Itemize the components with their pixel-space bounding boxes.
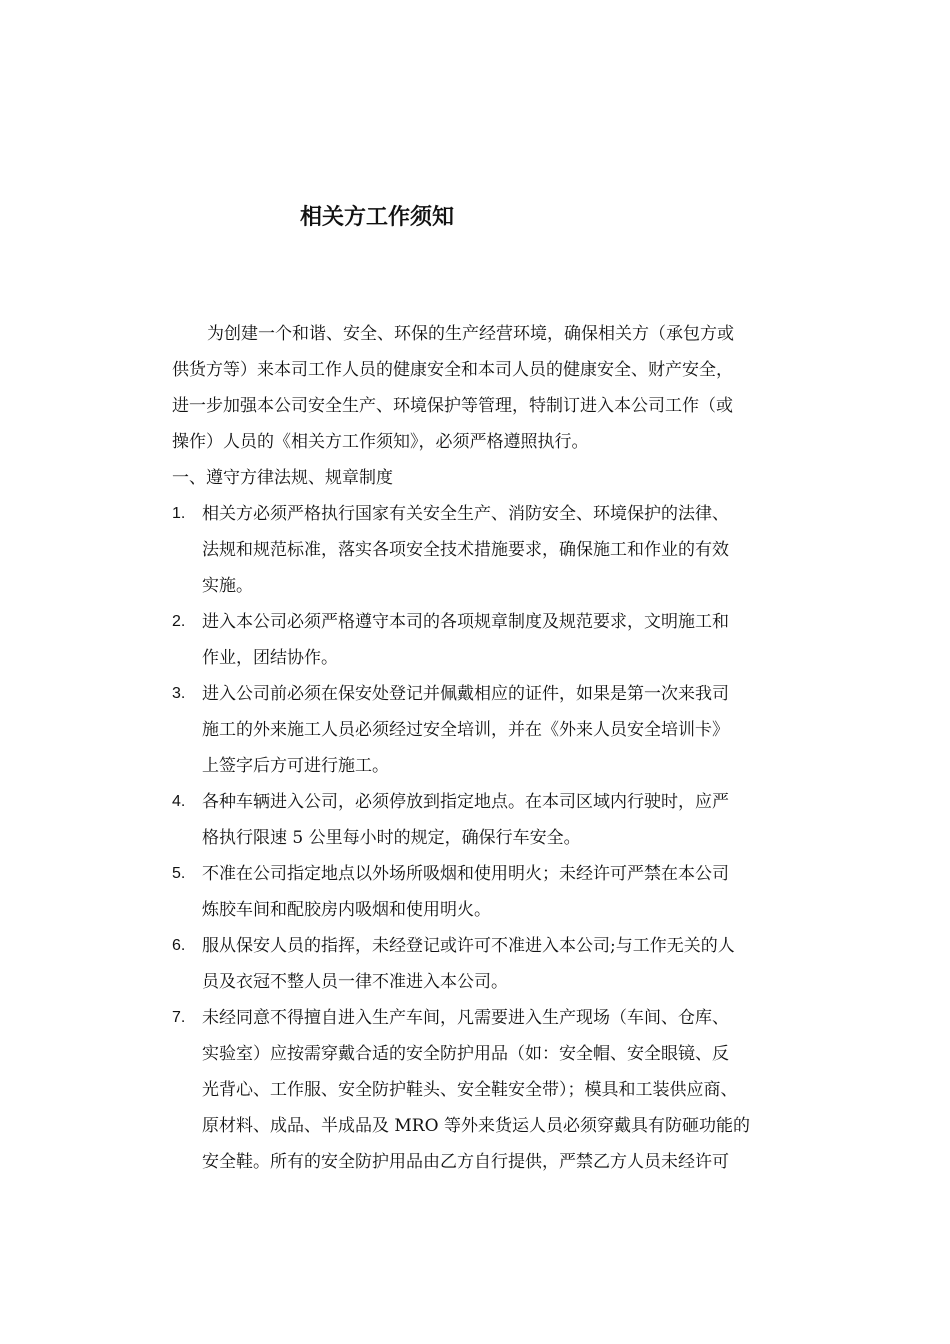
list-item-text (202, 928, 812, 1000)
list-item-line: 施工的外来施工人员必须经过安全培训，并在《外来人员安全培训卡》 (202, 720, 729, 740)
list-item (172, 604, 812, 676)
list-item-number: 7. (172, 1009, 186, 1026)
list-item (172, 784, 812, 856)
document-body (172, 316, 812, 1180)
list-item-text (202, 604, 812, 676)
list-item (172, 856, 812, 928)
list-item-line: 相关方必须严格执行国家有关安全生产、消防安全、环境保护的法律、 (202, 504, 729, 524)
intro-line: 为创建一个和谐、安全、环保的生产经营环境，确保相关方（承包方或 (207, 324, 734, 344)
intro-paragraph (172, 316, 812, 460)
intro-line: 进一步加强本公司安全生产、环境保护等管理，特制订进入本公司工作（或 (172, 396, 733, 416)
list-item-line: 原材料、成品、半成品及 MRO 等外来货运人员必须穿戴具有防砸功能的 (202, 1116, 750, 1136)
list-item-line: 法规和规范标准，落实各项安全技术措施要求，确保施工和作业的有效 (202, 540, 729, 560)
section-heading: 一、遵守方律法规、规章制度 (172, 468, 393, 488)
intro-line: 供货方等）来本司工作人员的健康安全和本司人员的健康安全、财产安全， (172, 360, 733, 380)
list-item (172, 676, 812, 784)
list-item-text (202, 1000, 812, 1180)
list-item-number: 3. (172, 685, 186, 702)
list-item (172, 928, 812, 1000)
list-item-line: 各种车辆进入公司，必须停放到指定地点。在本司区域内行驶时，应严 (202, 792, 729, 812)
list-item-line: 员及衣冠不整人员一律不准进入本公司。 (202, 972, 508, 992)
list-item-number: 6. (172, 937, 186, 954)
list-item-text (202, 784, 812, 856)
document-title: 相关方工作须知 (300, 204, 455, 230)
list-item (172, 496, 812, 604)
list-item-number: 2. (172, 613, 186, 630)
list-item-line: 进入公司前必须在保安处登记并佩戴相应的证件，如果是第一次来我司 (202, 684, 729, 704)
list-item-line: 实验室）应按需穿戴合适的安全防护用品（如：安全帽、安全眼镜、反 (202, 1044, 729, 1064)
intro-line: 操作）人员的《相关方工作须知》，必须严格遵照执行。 (172, 432, 589, 452)
list-item (172, 1000, 812, 1180)
list-item-line: 炼胶车间和配胶房内吸烟和使用明火。 (202, 900, 491, 920)
list-item-number: 1. (172, 505, 186, 522)
list-item-text (202, 676, 812, 784)
list-item-text (202, 496, 812, 604)
list-item-number: 4. (172, 793, 186, 810)
list-item-number: 5. (172, 865, 186, 882)
list-item-line: 上签字后方可进行施工。 (202, 756, 389, 776)
list-item-line: 安全鞋。所有的安全防护用品由乙方自行提供，严禁乙方人员未经许可 (202, 1152, 729, 1172)
list-item-line: 未经同意不得擅自进入生产车间，凡需要进入生产现场（车间、仓库、 (202, 1008, 729, 1028)
list-item-line: 作业，团结协作。 (202, 648, 338, 668)
list-item-line: 进入本公司必须严格遵守本司的各项规章制度及规范要求，文明施工和 (202, 612, 729, 632)
numbered-list (172, 496, 812, 1180)
list-item-text (202, 856, 812, 928)
list-item-line: 不准在公司指定地点以外场所吸烟和使用明火；未经许可严禁在本公司 (202, 864, 729, 884)
list-item-line: 格执行限速 5 公里每小时的规定，确保行车安全。 (202, 828, 581, 848)
list-item-line: 光背心、工作服、安全防护鞋头、安全鞋安全带）；模具和工装供应商、 (202, 1080, 738, 1100)
list-item-line: 服从保安人员的指挥，未经登记或许可不准进入本公司;与工作无关的人 (202, 936, 735, 956)
list-item-line: 实施。 (202, 576, 253, 596)
